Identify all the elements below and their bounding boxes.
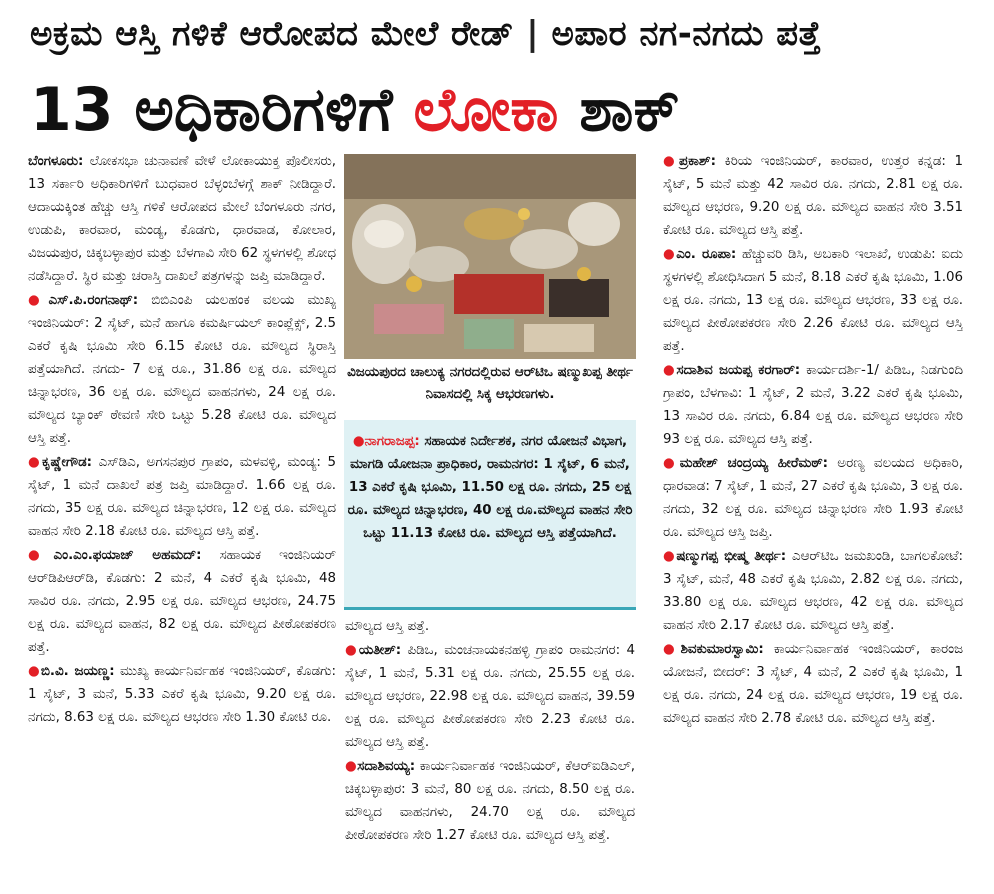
headline-part3: ಶಾಕ್ (558, 75, 680, 145)
jewellery-photo (344, 154, 636, 359)
paragraph-text: ಕಾರ್ಯನಿರ್ವಾಹಕ ಇಂಜಿನಿಯರ್, ಕಾರಂಜ ಯೋಜನೆ, ಬೀದರ್: 3 ಸೈಟ್, 4 ಮನೆ, 2 ಎಕರೆ ಕೃಷಿ ಭೂಮಿ, 1 ಲಕ್ಷ ರೂ. ನಗದು, 24 ಲಕ್ಷ ರೂ. ಮೌಲ್ಯದ ಆಭರಣ, 19 ಲಕ್ಷ ರೂ. ಮೌಲ್ಯದ ವಾಹನ ಸೇರಿ 2.78 ಕೋಟಿ ರೂ. ಮೌಲ್ಯದ ಆಸ್ತಿ ಪತ್ತೆ. (663, 642, 963, 726)
photo-caption: ವಿಜಯಪುರದ ಚಾಲುಕ್ಯ ನಗರದಲ್ಲಿರುವ ಆರ್‌ಟಿಒ ಷಣ್ಮುಖಪ್ಪ ತೀರ್ಥ ನಿವಾಸದಲ್ಲಿ ಸಿಕ್ಕ ಆಭರಣಗಳು. (347, 365, 633, 402)
person-name: ಮಹೇಶ್ ಚಂದ್ರಯ್ಯ ಹೀರೆಮಠ್: (679, 456, 828, 471)
article-paragraph (663, 243, 963, 358)
headline-part1: 13 ಅಧಿಕಾರಿಗಳಿಗೆ (30, 75, 414, 145)
article-paragraph (28, 544, 336, 659)
article-paragraph (28, 150, 336, 288)
photo-illustration (344, 154, 636, 359)
kicker-line (30, 14, 970, 72)
headline (30, 70, 970, 150)
person-name: ಎಸ್.ಪಿ.ರಂಗನಾಥ್: (48, 293, 139, 308)
highlight-box (344, 420, 636, 610)
bullet-dot-icon: ● (663, 363, 677, 378)
person-name: ಪ್ರಕಾಶ್: (678, 154, 716, 169)
article-paragraph (28, 289, 336, 450)
bullet-dot-icon: ● (663, 456, 680, 471)
paragraph-text: ಕಾರ್ಯದರ್ಶಿ-1/ ಪಿಡಿಒ, ನಿಡಗುಂದಿ ಗ್ರಾಪಂ, ಬೆಳಗಾವಿ: 1 ಸೈಟ್, 2 ಮನೆ, 3.22 ಎಕರೆ ಕೃಷಿ ಭೂಮಿ, 13 ಸಾವಿರ ರೂ. ನಗದು, 6.84 ಲಕ್ಷ ರೂ. ಮೌಲ್ಯದ ಆಭರಣ ಸೇರಿ 93 ಲಕ್ಷ ರೂ. ಮೌಲ್ಯದ ಆಸ್ತಿ ಪತ್ತೆ. (663, 363, 963, 447)
bullet-dot-icon: ● (28, 548, 54, 563)
article-paragraph (28, 660, 336, 729)
person-name: ಶಿವಕುಮಾರಸ್ವಾಮಿ: (680, 642, 764, 657)
bullet-dot-icon: ● (28, 293, 49, 308)
box-text: ಸಹಾಯಕ ನಿರ್ದೇಶಕ, ನಗರ ಯೋಜನೆ ವಿಭಾಗ, ಮಾಗಡಿ ಯೋಜನಾ ಪ್ರಾಧಿಕಾರ, ರಾಮನಗರ: 1 ಸೈಟ್, 6 ಮನೆ, 13 ಎಕರೆ ಕೃಷಿ ಭೂಮಿ, 11.50 ಲಕ್ಷ ರೂ. ನಗದು, 25 ಲಕ್ಷ ರೂ. ಮೌಲ್ಯದ ಚಿನ್ನಾಭರಣ, 40 ಲಕ್ಷ ರೂ.ಮೌಲ್ಯದ ವಾಹನ ಸೇರಿ ಒಟ್ಟು 11.13 ಕೋಟಿ ರೂ. ಮೌಲ್ಯದ ಆಸ್ತಿ ಪತ್ತೆಯಾಗಿದೆ. (347, 434, 633, 541)
person-name: ಸದಾಶಿವಯ್ಯ: (357, 759, 416, 774)
person-name: ಸದಾಶಿವ ಜಯಪ್ಪ ಕರಗಾರ್: (676, 363, 801, 378)
person-name: ಯತೀಶ್: (358, 643, 402, 658)
paragraph-text: ಬಿಬಿಎಂಪಿ ಯಲಹಂಕ ವಲಯ ಮುಖ್ಯ ಇಂಜಿನಿಯರ್: 2 ಸೈಟ್, ಮನೆ ಹಾಗೂ ಕಮರ್ಷಿಯಲ್ ಕಾಂಪ್ಲೆಕ್ಸ್, 2.5 ಎಕರೆ ಕೃಷಿ ಭೂಮಿ ಸೇರಿ 6.15 ಕೋಟಿ ರೂ. ಮೌಲ್ಯದ ಸ್ಥಿರಾಸ್ತಿ ಪತ್ತೆಯಾಗಿದೆ. ನಗದು- 7 ಲಕ್ಷ ರೂ., 31.86 ಲಕ್ಷ ರೂ. ಮೌಲ್ಯದ ಚಿನ್ನಾಭರಣ, 36 ಲಕ್ಷ ರೂ. ಮೌಲ್ಯದ ವಾಹನಗಳು, 24 ಲಕ್ಷ ರೂ. ಮೌಲ್ಯದ ಬ್ಯಾಂಕ್ ಠೇವಣಿ ಸೇರಿ ಒಟ್ಟು 5.28 ಕೋಟಿ ರೂ. ಮೌಲ್ಯದ ಆಸ್ತಿ ಪತ್ತೆ. (28, 293, 336, 446)
person-name: ಬೆಂಗಳೂರು: (28, 154, 84, 169)
paragraph-text: ಪಿಡಿಒ, ಮಂಚನಾಯಕನಹಳ್ಳಿ ಗ್ರಾಪಂ ರಾಮನಗರ: 4 ಸೈಟ್, 1 ಮನೆ, 5.31 ಲಕ್ಷ ರೂ. ನಗದು, 25.55 ಲಕ್ಷ ರೂ. ಮೌಲ್ಯದ ಆಭರಣ, 22.98 ಲಕ್ಷ ರೂ. ಮೌಲ್ಯದ ವಾಹನ, 39.59 ಲಕ್ಷ ರೂ. ಮೌಲ್ಯದ ಪೀಠೋಪಕರಣ ಸೇರಿ 2.23 ಕೋಟಿ ರೂ. ಮೌಲ್ಯದ ಆಸ್ತಿ ಪತ್ತೆ. (345, 643, 635, 750)
article-column-middle (345, 615, 635, 894)
bullet-dot-icon: ● (663, 247, 677, 262)
bullet-dot-icon: ● (663, 154, 679, 169)
article-paragraph (345, 615, 635, 638)
article-paragraph (663, 150, 963, 242)
kicker-left: ಅಕ್ರಮ ಆಸ್ತಿ ಗಳಿಕೆ ಆರೋಪದ ಮೇಲೆ ರೇಡ್ (30, 14, 514, 54)
kicker-separator: | (526, 14, 540, 54)
paragraph-text: ಕಾರ್ಯನಿರ್ವಾಹಕ ಇಂಜಿನಿಯರ್, ಕೆಆರ್‌ಐಡಿಎಲ್, ಚಿಕ್ಕಬಳ್ಳಾಪುರ: 3 ಮನೆ, 80 ಲಕ್ಷ ರೂ. ನಗದು, 8.50 ಲಕ್ಷ ರೂ. ಮೌಲ್ಯದ ವಾಹನಗಳು, 24.70 ಲಕ್ಷ ರೂ. ಮೌಲ್ಯದ ಪೀಠೋಪಕರಣ ಸೇರಿ 1.27 ಕೋಟಿ ರೂ. ಮೌಲ್ಯದ ಆಸ್ತಿ ಪತ್ತೆ. (345, 759, 635, 843)
box-person-name: ನಾಗರಾಜಪ್ಪ: (364, 434, 420, 449)
paragraph-text: ಮೌಲ್ಯದ ಆಸ್ತಿ ಪತ್ತೆ. (345, 619, 430, 634)
kicker-right: ಅಪಾರ ನಗ-ನಗದು ಪತ್ತೆ (551, 14, 822, 54)
paragraph-text: ಮುಖ್ಯ ಕಾರ್ಯನಿರ್ವಹಕ ಇಂಜಿನಿಯರ್, ಕೊಡಗು: 1 ಸೈಟ್, 3 ಮನೆ, 5.33 ಎಕರೆ ಕೃಷಿ ಭೂಮಿ, 9.20 ಲಕ್ಷ ರೂ. ನಗದು, 8.63 ಲಕ್ಷ ರೂ. ಮೌಲ್ಯದ ಆಭರಣ ಸೇರಿ 1.30 ಕೋಟಿ ರೂ. (28, 664, 336, 725)
article-paragraph (663, 452, 963, 544)
person-name: ಷಣ್ಮುಗಪ್ಪ ಭೀಷ್ಮ ತೀರ್ಥ: (676, 549, 787, 564)
paragraph-text: ಕಿರಿಯ ಇಂಜಿನಿಯರ್, ಕಾರವಾರ, ಉತ್ತರ ಕನ್ನಡ: 1 ಸೈಟ್, 5 ಮನೆ ಮತ್ತು 42 ಸಾವಿರ ರೂ. ನಗದು, 2.81 ಲಕ್ಷ ರೂ. ಮೌಲ್ಯದ ಆಭರಣ, 9.20 ಲಕ್ಷ ರೂ. ಮೌಲ್ಯದ ವಾಹನ ಸೇರಿ 3.51 ಕೋಟಿ ರೂ. ಮೌಲ್ಯದ ಆಸ್ತಿ ಪತ್ತೆ. (663, 154, 963, 238)
headline-highlight: ಲೋಕಾ (413, 75, 559, 145)
paragraph-text: ಎಸ್‌ಡಿಎ, ಅಗಸನಪುರ ಗ್ರಾಪಂ, ಮಳವಳ್ಳಿ, ಮಂಡ್ಯ: 5 ಸೈಟ್, 1 ಮನೆ ದಾಖಲೆ ಪತ್ರ ಜಪ್ತಿ ಮಾಡಿದ್ದಾರೆ. 1.66 ಲಕ್ಷ ರೂ. ನಗದು, 35 ಲಕ್ಷ ರೂ. ಮೌಲ್ಯದ ಚಿನ್ನಾಭರಣ, 12 ಲಕ್ಷ ರೂ. ಮೌಲ್ಯದ ವಾಹನ ಸೇರಿ 2.18 ಕೋಟಿ ರೂ. ಮೌಲ್ಯದ ಆಸ್ತಿ ಪತ್ತೆ. (28, 455, 336, 539)
person-name: ಕೃಷ್ಣೇಗೌಡ: (42, 455, 92, 470)
article-paragraph (345, 755, 635, 847)
article-paragraph (28, 451, 336, 543)
bullet-dot-icon: ● (345, 643, 359, 658)
article-column-right (663, 150, 963, 894)
article-paragraph (663, 638, 963, 730)
paragraph-text: ಸಹಾಯಕ ಇಂಜಿನಿಯರ್ ಆರ್‌ಡಿಪಿಆರ್‌ಡಿ, ಕೊಡಗು: 2 ಮನೆ, 4 ಎಕರೆ ಕೃಷಿ ಭೂಮಿ, 48 ಸಾವಿರ ರೂ. ನಗದು, 2.95 ಲಕ್ಷ ರೂ. ಮೌಲ್ಯದ ಆಭರಣ, 24.75 ಲಕ್ಷ ರೂ. ಮೌಲ್ಯದ ವಾಹನ, 82 ಲಕ್ಷ ರೂ. ಮೌಲ್ಯದ ಪೀಠೋಪಕರಣ ಪತ್ತೆ. (28, 548, 336, 655)
article-paragraph (345, 639, 635, 754)
article-paragraph (663, 359, 963, 451)
paragraph-text: ಅರಣ್ಯ ವಲಯದ ಅಧಿಕಾರಿ, ಧಾರವಾಡ: 7 ಸೈಟ್, 1 ಮನೆ, 27 ಎಕರೆ ಕೃಷಿ ಭೂಮಿ, 3 ಲಕ್ಷ ರೂ. ನಗದು, 32 ಲಕ್ಷ ರೂ. ಮೌಲ್ಯದ ಚಿನ್ನಾಭರಣ ಸೇರಿ 1.93 ಕೋಟಿ ರೂ. ಮೌಲ್ಯದ ಆಸ್ತಿ ಜಪ್ತಿ. (663, 456, 963, 540)
article-column-left (28, 150, 336, 894)
bullet-dot-icon: ● (663, 549, 677, 564)
bullet-dot-icon: ● (345, 759, 358, 774)
bullet-dot-icon: ● (28, 664, 41, 679)
person-name: ಎಂ.ಎಂ.ಫಯಾಜ್ ಅಹಮದ್: (53, 548, 202, 563)
person-name: ಬಿ.ವಿ. ಜಯಣ್ಣ: (40, 664, 115, 679)
person-name: ಎಂ. ರೂಪಾ: (676, 247, 737, 262)
article-paragraph (663, 545, 963, 637)
paragraph-text: ಲೋಕಸಭಾ ಚುನಾವಣೆ ವೇಳೆ ಲೋಕಾಯುಕ್ತ ಪೊಲೀಸರು, 13 ಸರ್ಕಾರಿ ಅಧಿಕಾರಿಗಳಿಗೆ ಬುಧವಾರ ಬೆಳ್ಳಂಬೆಳಗ್ಗೆ ಶಾಕ್ ನೀಡಿದ್ದಾರೆ. ಆದಾಯಕ್ಕಿಂತ ಹೆಚ್ಚು ಆಸ್ತಿ ಗಳಿಕೆ ಆರೋಪದ ಮೇಲೆ ಬೆಂಗಳೂರು ನಗರ, ಉಡುಪಿ, ಕಾರವಾರ, ಮಂಡ್ಯ, ಕೊಡಗು, ಧಾರವಾಡ, ಕೋಲಾರ, ವಿಜಯಪುರ, ಚಿಕ್ಕಬಳ್ಳಾಪುರ ಮತ್ತು ಬೆಳಗಾವಿ ಸೇರಿ 62 ಸ್ಥಳಗಳಲ್ಲಿ ಶೋಧ ನಡೆಸಿದ್ದಾರೆ. ಸ್ಥಿರ ಮತ್ತು ಚರಾಸ್ತಿ ದಾಖಲೆ ಪತ್ರಗಳನ್ನು ಜಪ್ತಿ ಮಾಡಿದ್ದಾರೆ. (28, 154, 336, 284)
bullet-dot-icon: ● (663, 642, 681, 657)
paragraph-text: ಹೆಚ್ಚುವರಿ ಡಿಸಿ, ಅಬಕಾರಿ ಇಲಾಖೆ, ಉಡುಪಿ: ಐದು ಸ್ಥಳಗಳಲ್ಲಿ ಶೋಧಿಸಿದಾಗ 5 ಮನೆ, 8.18 ಎಕರೆ ಕೃಷಿ ಭೂಮಿ, 1.06 ಲಕ್ಷ ರೂ. ನಗದು, 13 ಲಕ್ಷ ರೂ. ಮೌಲ್ಯದ ಆಭರಣ, 33 ಲಕ್ಷ ರೂ. ಮೌಲ್ಯದ ಪೀಠೋಪಕರಣ ಸೇರಿ 2.26 ಕೋಟಿ ರೂ. ಮೌಲ್ಯದ ಆಸ್ತಿ ಪತ್ತೆ. (663, 247, 963, 354)
bullet-dot-icon: ● (28, 455, 43, 470)
paragraph-text: ಎಆರ್‌ಟಿಒ ಜಮಖಂಡಿ, ಬಾಗಲಕೋಟೆ: 3 ಸೈಟ್, ಮನೆ, 48 ಎಕರೆ ಕೃಷಿ ಭೂಮಿ, 2.82 ಲಕ್ಷ ರೂ. ನಗದು, 33.80 ಲಕ್ಷ ರೂ. ಮೌಲ್ಯದ ಆಭರಣ, 42 ಲಕ್ಷ ರೂ. ಮೌಲ್ಯದ ವಾಹನ ಸೇರಿ 2.17 ಕೋಟಿ ರೂ. ಮೌಲ್ಯದ ಆಸ್ತಿ ಪತ್ತೆ. (663, 549, 963, 633)
bullet-dot-icon: ● (352, 434, 365, 449)
